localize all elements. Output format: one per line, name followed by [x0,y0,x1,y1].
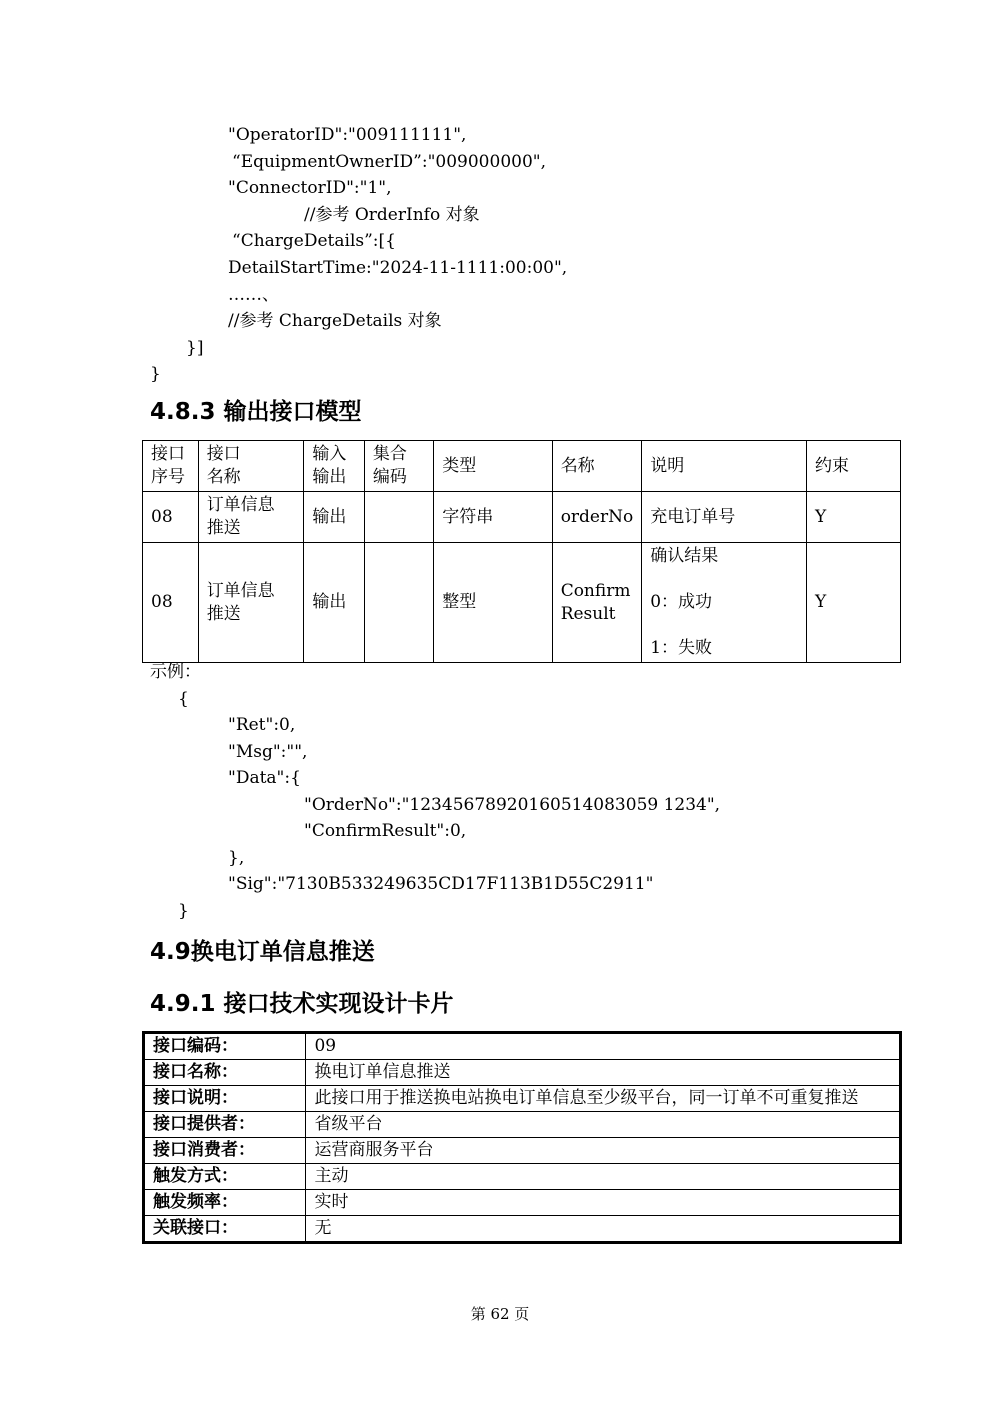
table-cell [364,543,433,663]
code-line: DetailStartTime:"2024-11-1111:00:00", [228,258,568,278]
card-label: 触发方式： [144,1164,306,1190]
table-cell [364,492,433,543]
table-row [143,543,901,663]
section-heading-4-8-3: 4.8.3 输出接口模型 [150,399,362,425]
card-label: 接口说明： [144,1086,306,1112]
card-row [144,1190,901,1216]
card-label: 接口提供者： [144,1112,306,1138]
card-value: 此接口用于推送换电站换电订单信息至少级平台，同一订单不可重复推送 [306,1086,901,1112]
table-cell: 输出 [304,543,365,663]
section-heading-4-9-1: 4.9.1 接口技术实现设计卡片 [150,991,454,1017]
card-row [144,1033,901,1060]
table-cell: 订单信息 推送 [198,543,304,663]
table-cell: orderNo [552,492,642,543]
card-value: 换电订单信息推送 [306,1060,901,1086]
table-cell: 充电订单号 [642,492,807,543]
table-header-cell: 集合 编码 [364,441,433,492]
card-label: 接口消费者： [144,1138,306,1164]
card-value: 主动 [306,1164,901,1190]
card-value: 09 [306,1033,901,1060]
example-label: 示例： [150,662,201,682]
card-label: 关联接口： [144,1216,306,1243]
code-line: //参考 ChargeDetails 对象 [228,311,442,331]
card-row [144,1216,901,1243]
card-label: 接口名称： [144,1060,306,1086]
table-header-cell: 接口 序号 [143,441,199,492]
table-cell: 08 [143,543,199,663]
code-line: “EquipmentOwnerID”:"009000000", [232,152,546,172]
card-label: 接口编码： [144,1033,306,1060]
code-line: "ConnectorID":"1", [228,178,392,198]
card-label: 触发频率： [144,1190,306,1216]
code-line: "Data":{ [228,768,301,788]
section-heading-4-9: 4.9换电订单信息推送 [150,939,375,965]
table-row [143,492,901,543]
code-line: "Msg":"", [228,742,308,762]
table-cell: 整型 [434,543,552,663]
code-line: { [178,689,189,709]
table-header-cell: 名称 [552,441,642,492]
table-cell: 输出 [304,492,365,543]
code-line: "Sig":"7130B533249635CD17F113B1D55C2911" [228,874,654,894]
table-cell: Y [807,543,901,663]
table-header-cell: 接口 名称 [198,441,304,492]
card-value: 省级平台 [306,1112,901,1138]
card-row [144,1112,901,1138]
table-cell: 08 [143,492,199,543]
table-header-cell: 约束 [807,441,901,492]
table-header-cell: 输入 输出 [304,441,365,492]
card-row [144,1086,901,1112]
table-header-cell: 类型 [434,441,552,492]
table-cell: 订单信息 推送 [198,492,304,543]
code-line: “ChargeDetails”:[{ [232,231,396,251]
code-line: "OrderNo":"12345678920160514083059 1234", [304,795,721,815]
table-cell: 字符串 [434,492,552,543]
card-value: 运营商服务平台 [306,1138,901,1164]
code-line: }] [186,338,204,358]
code-line: } [178,901,189,921]
code-line: "ConfirmResult":0, [304,821,467,841]
card-row [144,1164,901,1190]
table-header-cell: 说明 [642,441,807,492]
output-model-table [142,440,901,663]
code-line: } [150,364,161,384]
code-line: "Ret":0, [228,715,296,735]
page-footer: 第 62 页 [470,1305,530,1323]
code-line: //参考 OrderInfo 对象 [304,205,480,225]
table-cell: 确认结果 0：成功 1：失败 [642,543,807,663]
code-line: ……、 [228,285,279,305]
card-row [144,1060,901,1086]
card-value: 实时 [306,1190,901,1216]
table-header-row [143,441,901,492]
table-cell: Y [807,492,901,543]
table-cell: Confirm Result [552,543,642,663]
code-line: }, [228,848,245,868]
interface-card-table [142,1031,902,1244]
card-value: 无 [306,1216,901,1243]
card-row [144,1138,901,1164]
code-line: "OperatorID":"009111111", [228,125,467,145]
